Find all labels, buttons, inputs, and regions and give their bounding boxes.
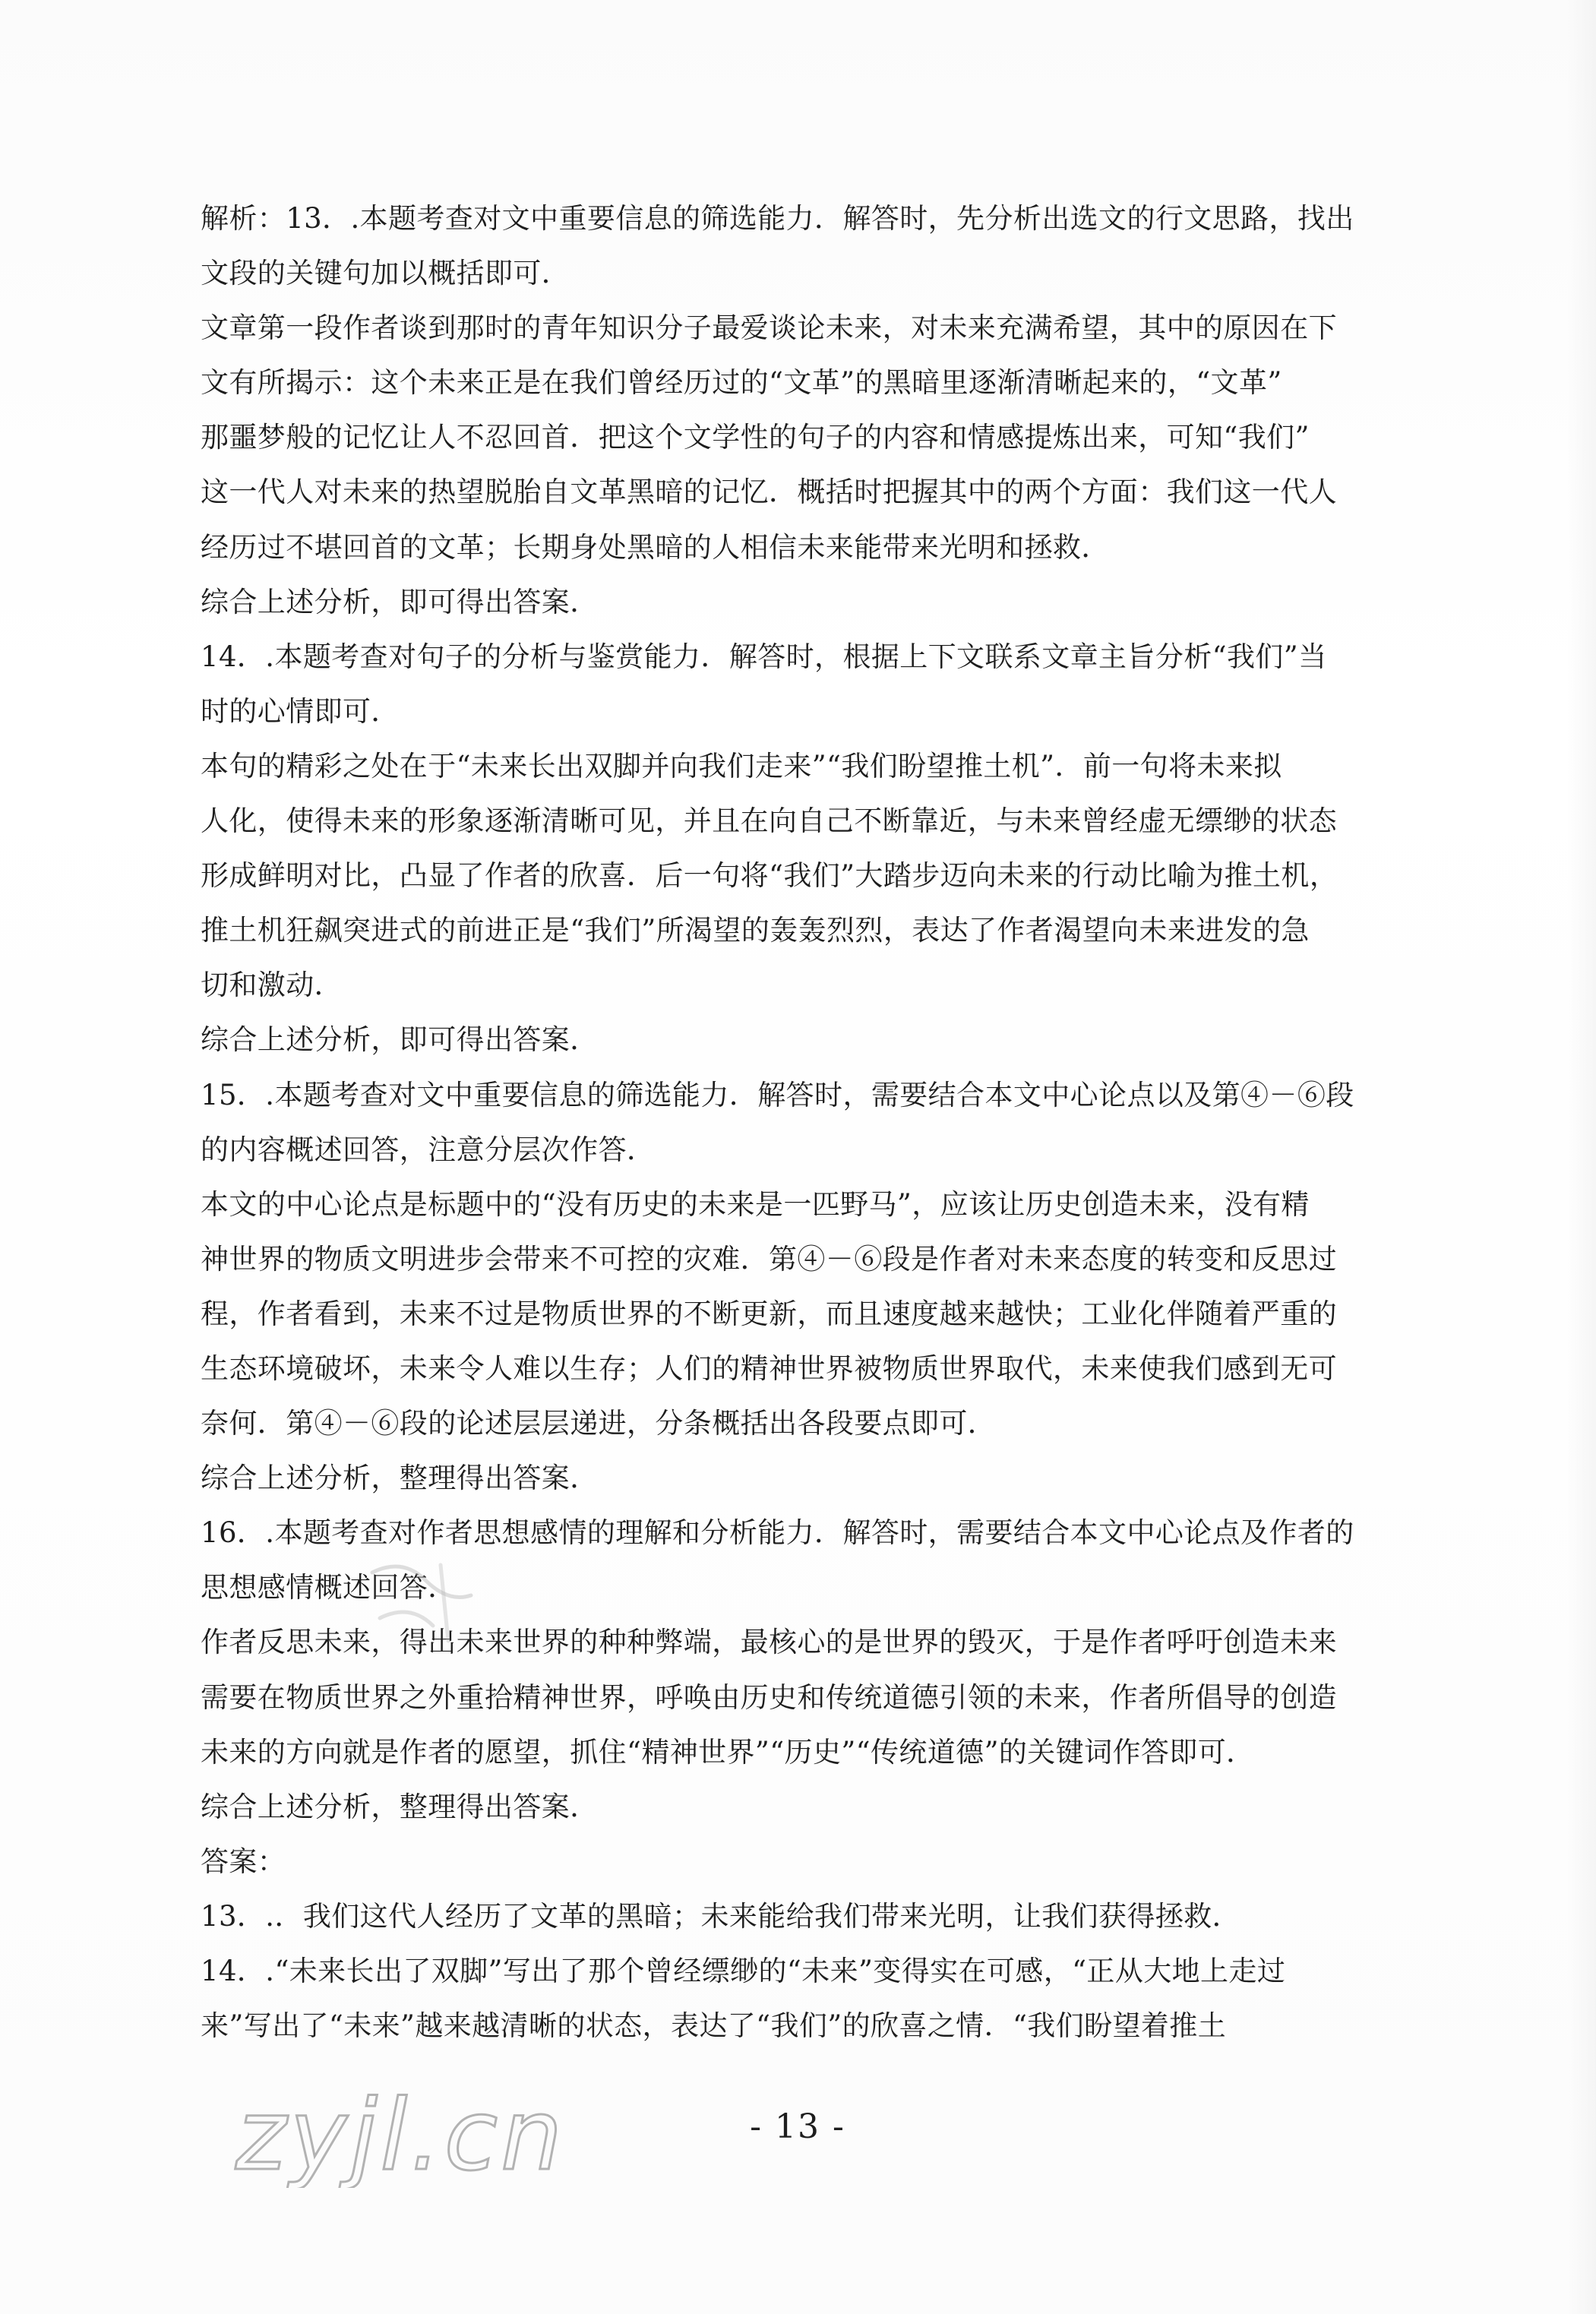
text-line: 切和激动． bbox=[201, 969, 343, 1002]
text-line: 需要在物质世界之外重拾精神世界，呼唤由历史和传统道德引领的未来，作者所倡导的创造 bbox=[201, 1680, 1337, 1714]
svg-text:zyjl.cn: zyjl.cn bbox=[235, 2082, 566, 2188]
text-line: 15．.本题考查对文中重要信息的筛选能力．解答时，需要结合本文中心论点以及第④－⑥段 bbox=[201, 1078, 1354, 1111]
text-line: 的内容概述回答，注意分层次作答． bbox=[201, 1133, 656, 1166]
analysis-text-block bbox=[201, 191, 1401, 2053]
watermark-logo bbox=[228, 2082, 653, 2188]
text-line: 综合上述分析，整理得出答案． bbox=[201, 1790, 599, 1823]
text-line: 14．.“未来长出了双脚”写出了那个曾经缥缈的“未来”变得实在可感，“正从大地上走过 bbox=[201, 1955, 1286, 1987]
text-line: 思想感情概述回答． bbox=[201, 1571, 457, 1604]
text-line: 神世界的物质文明进步会带来不可控的灾难．第④－⑥段是作者对未来态度的转变和反思过 bbox=[201, 1242, 1337, 1276]
text-line: 作者反思未来，得出未来世界的种种弊端，最核心的是世界的毁灭，于是作者呼吁创造未来 bbox=[201, 1626, 1337, 1659]
text-line: 程，作者看到，未来不过是物质世界的不断更新，而且速度越来越快；工业化伴随着严重的 bbox=[201, 1297, 1337, 1330]
text-line: 经历过不堪回首的文革；长期身处黑暗的人相信未来能带来光明和拯救． bbox=[201, 530, 1110, 564]
watermark-fragment bbox=[357, 1550, 479, 1656]
text-line: 综合上述分析，即可得出答案． bbox=[201, 1023, 599, 1057]
text-line: 解析：13．.本题考查对文中重要信息的筛选能力．解答时，先分析出选文的行文思路，找出 bbox=[201, 202, 1354, 235]
text-line: 奈何．第④－⑥段的论述层层递进，分条概括出各段要点即可． bbox=[201, 1407, 997, 1440]
text-line: 综合上述分析，即可得出答案． bbox=[201, 585, 599, 618]
scan-edge-shadow bbox=[1567, 0, 1596, 2314]
text-line: 14．.本题考查对句子的分析与鉴赏能力．解答时，根据上下文联系文章主旨分析“我们”当 bbox=[201, 640, 1327, 673]
text-line: 来”写出了“未来”越来越清晰的状态，表达了“我们”的欣喜之情．“我们盼望着推土 bbox=[201, 2009, 1227, 2043]
text-line: 这一代人对未来的热望脱胎自文革黑暗的记忆．概括时把握其中的两个方面：我们这一代人 bbox=[201, 476, 1337, 509]
answer-heading: 答案： bbox=[201, 1845, 286, 1878]
text-line: 16．.本题考查对作者思想感情的理解和分析能力．解答时，需要结合本文中心论点及作者的 bbox=[201, 1516, 1354, 1550]
text-line: 生态环境破坏，未来令人难以生存；人们的精神世界被物质世界取代，未来使我们感到无可 bbox=[201, 1351, 1337, 1385]
text-line: 形成鲜明对比，凸显了作者的欣喜．后一句将“我们”大踏步迈向未来的行动比喻为推土机， bbox=[201, 859, 1338, 893]
page-number: - 13 - bbox=[750, 2107, 845, 2146]
text-line: 那噩梦般的记忆让人不忍回首．把这个文学性的句子的内容和情感提炼出来，可知“我们” bbox=[201, 421, 1310, 454]
text-line: 推土机狂飙突进式的前进正是“我们”所渴望的轰轰烈烈，表达了作者渴望向未来进发的急 bbox=[201, 914, 1310, 947]
text-line: 文有所揭示：这个未来正是在我们曾经历过的“文革”的黑暗里逐渐清晰起来的，“文革” bbox=[201, 366, 1282, 400]
text-line: 时的心情即可． bbox=[201, 694, 400, 728]
text-line: 未来的方向就是作者的愿望，抓住“精神世界”“历史”“传统道德”的关键词作答即可． bbox=[201, 1735, 1255, 1769]
text-line: 文章第一段作者谈到那时的青年知识分子最爱谈论未来，对未来充满希望，其中的原因在下 bbox=[201, 311, 1337, 345]
text-line: 13．.．我们这代人经历了文革的黑暗；未来能给我们带来光明，让我们获得拯救． bbox=[201, 1899, 1241, 1933]
text-line: 综合上述分析，整理得出答案． bbox=[201, 1462, 599, 1495]
text-line: 本句的精彩之处在于“未来长出双脚并向我们走来”“我们盼望推土机”．前一句将未来拟 bbox=[201, 749, 1282, 782]
text-line: 文段的关键句加以概括即可． bbox=[201, 257, 570, 290]
text-line: 本文的中心论点是标题中的“没有历史的未来是一匹野马”，应该让历史创造未来，没有精 bbox=[201, 1187, 1310, 1221]
text-line: 人化，使得未来的形象逐渐清晰可见，并且在向自己不断靠近，与未来曾经虚无缥缈的状态 bbox=[201, 805, 1337, 838]
